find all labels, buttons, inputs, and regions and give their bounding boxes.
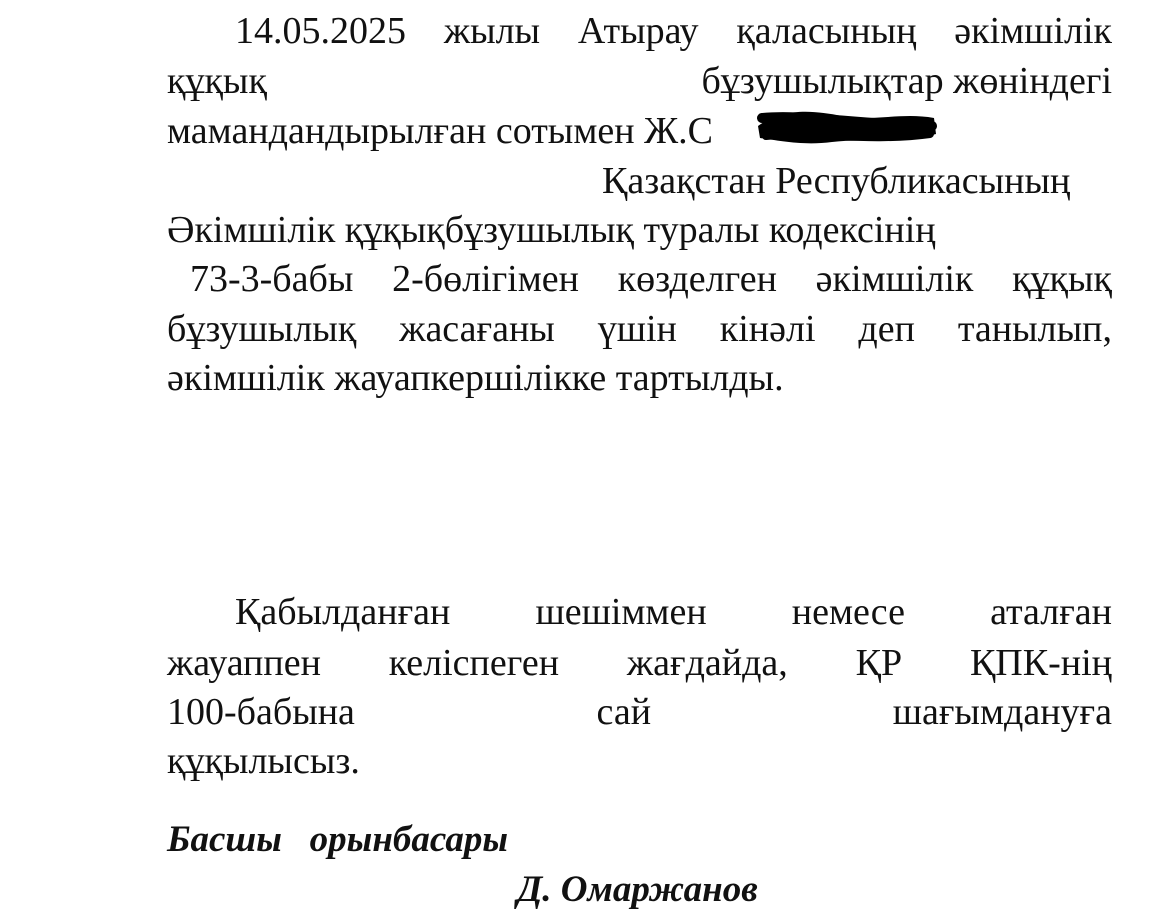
word: сай (596, 691, 652, 733)
signatory-name: Д. Омаржанов (517, 869, 758, 910)
appeal-line-4: құқылысыз. (167, 740, 360, 782)
word: әкімшілік (815, 258, 974, 300)
word: қаласының (736, 10, 917, 52)
notice-line-8: әкімшілік жауапкершілікке тартылды. (167, 357, 784, 399)
word: деп (858, 308, 915, 350)
signatory-position: Басшы орынбасары (167, 819, 508, 860)
word: жағдайда, (626, 642, 788, 684)
word: ҚПК-нің (969, 642, 1112, 684)
appeal-line-2 (167, 640, 1112, 686)
notice-line-4: Қазақстан Республикасының (602, 160, 1071, 202)
word: жауаппен (167, 642, 321, 684)
word: үшін (597, 308, 677, 350)
appeal-line-1 (235, 589, 1112, 635)
word: көзделген (617, 258, 777, 300)
redaction-scribble (752, 104, 940, 148)
appeal-line-3 (167, 689, 1112, 735)
word: келіспеген (388, 642, 560, 684)
word: жылы (443, 10, 541, 52)
word: шешіммен (535, 591, 707, 633)
word: шағымдануға (892, 691, 1112, 733)
word: 73-3-бабы (190, 258, 354, 300)
word: бұзушылықтар жөніндегі (701, 60, 1112, 102)
word: 2-бөлігімен (392, 258, 579, 300)
word: әкімшілік (954, 10, 1112, 52)
notice-line-3: мамандандырылған сотымен Ж.С (167, 110, 713, 152)
word: немесе (791, 591, 906, 633)
word: құқық (1012, 258, 1112, 300)
word: ҚР (855, 642, 903, 684)
word: аталған (990, 591, 1112, 633)
word: Атырау (577, 10, 699, 52)
notice-line-7 (167, 306, 1112, 352)
word: 100-бабына (167, 691, 355, 733)
notice-line-5: Әкімшілік құқықбұзушылық туралы кодексінің (167, 209, 936, 251)
word: құқық (167, 60, 267, 102)
word: танылып, (957, 308, 1112, 350)
notice-line-6 (190, 256, 1112, 302)
word: Қабылданған (235, 591, 451, 633)
word: кінәлі (719, 308, 816, 350)
word: 14.05.2025 (235, 10, 406, 52)
notice-line-1 (235, 8, 1112, 54)
word: бұзушылық (167, 308, 357, 350)
word: жасағаны (399, 308, 555, 350)
notice-line-2 (167, 58, 1112, 104)
